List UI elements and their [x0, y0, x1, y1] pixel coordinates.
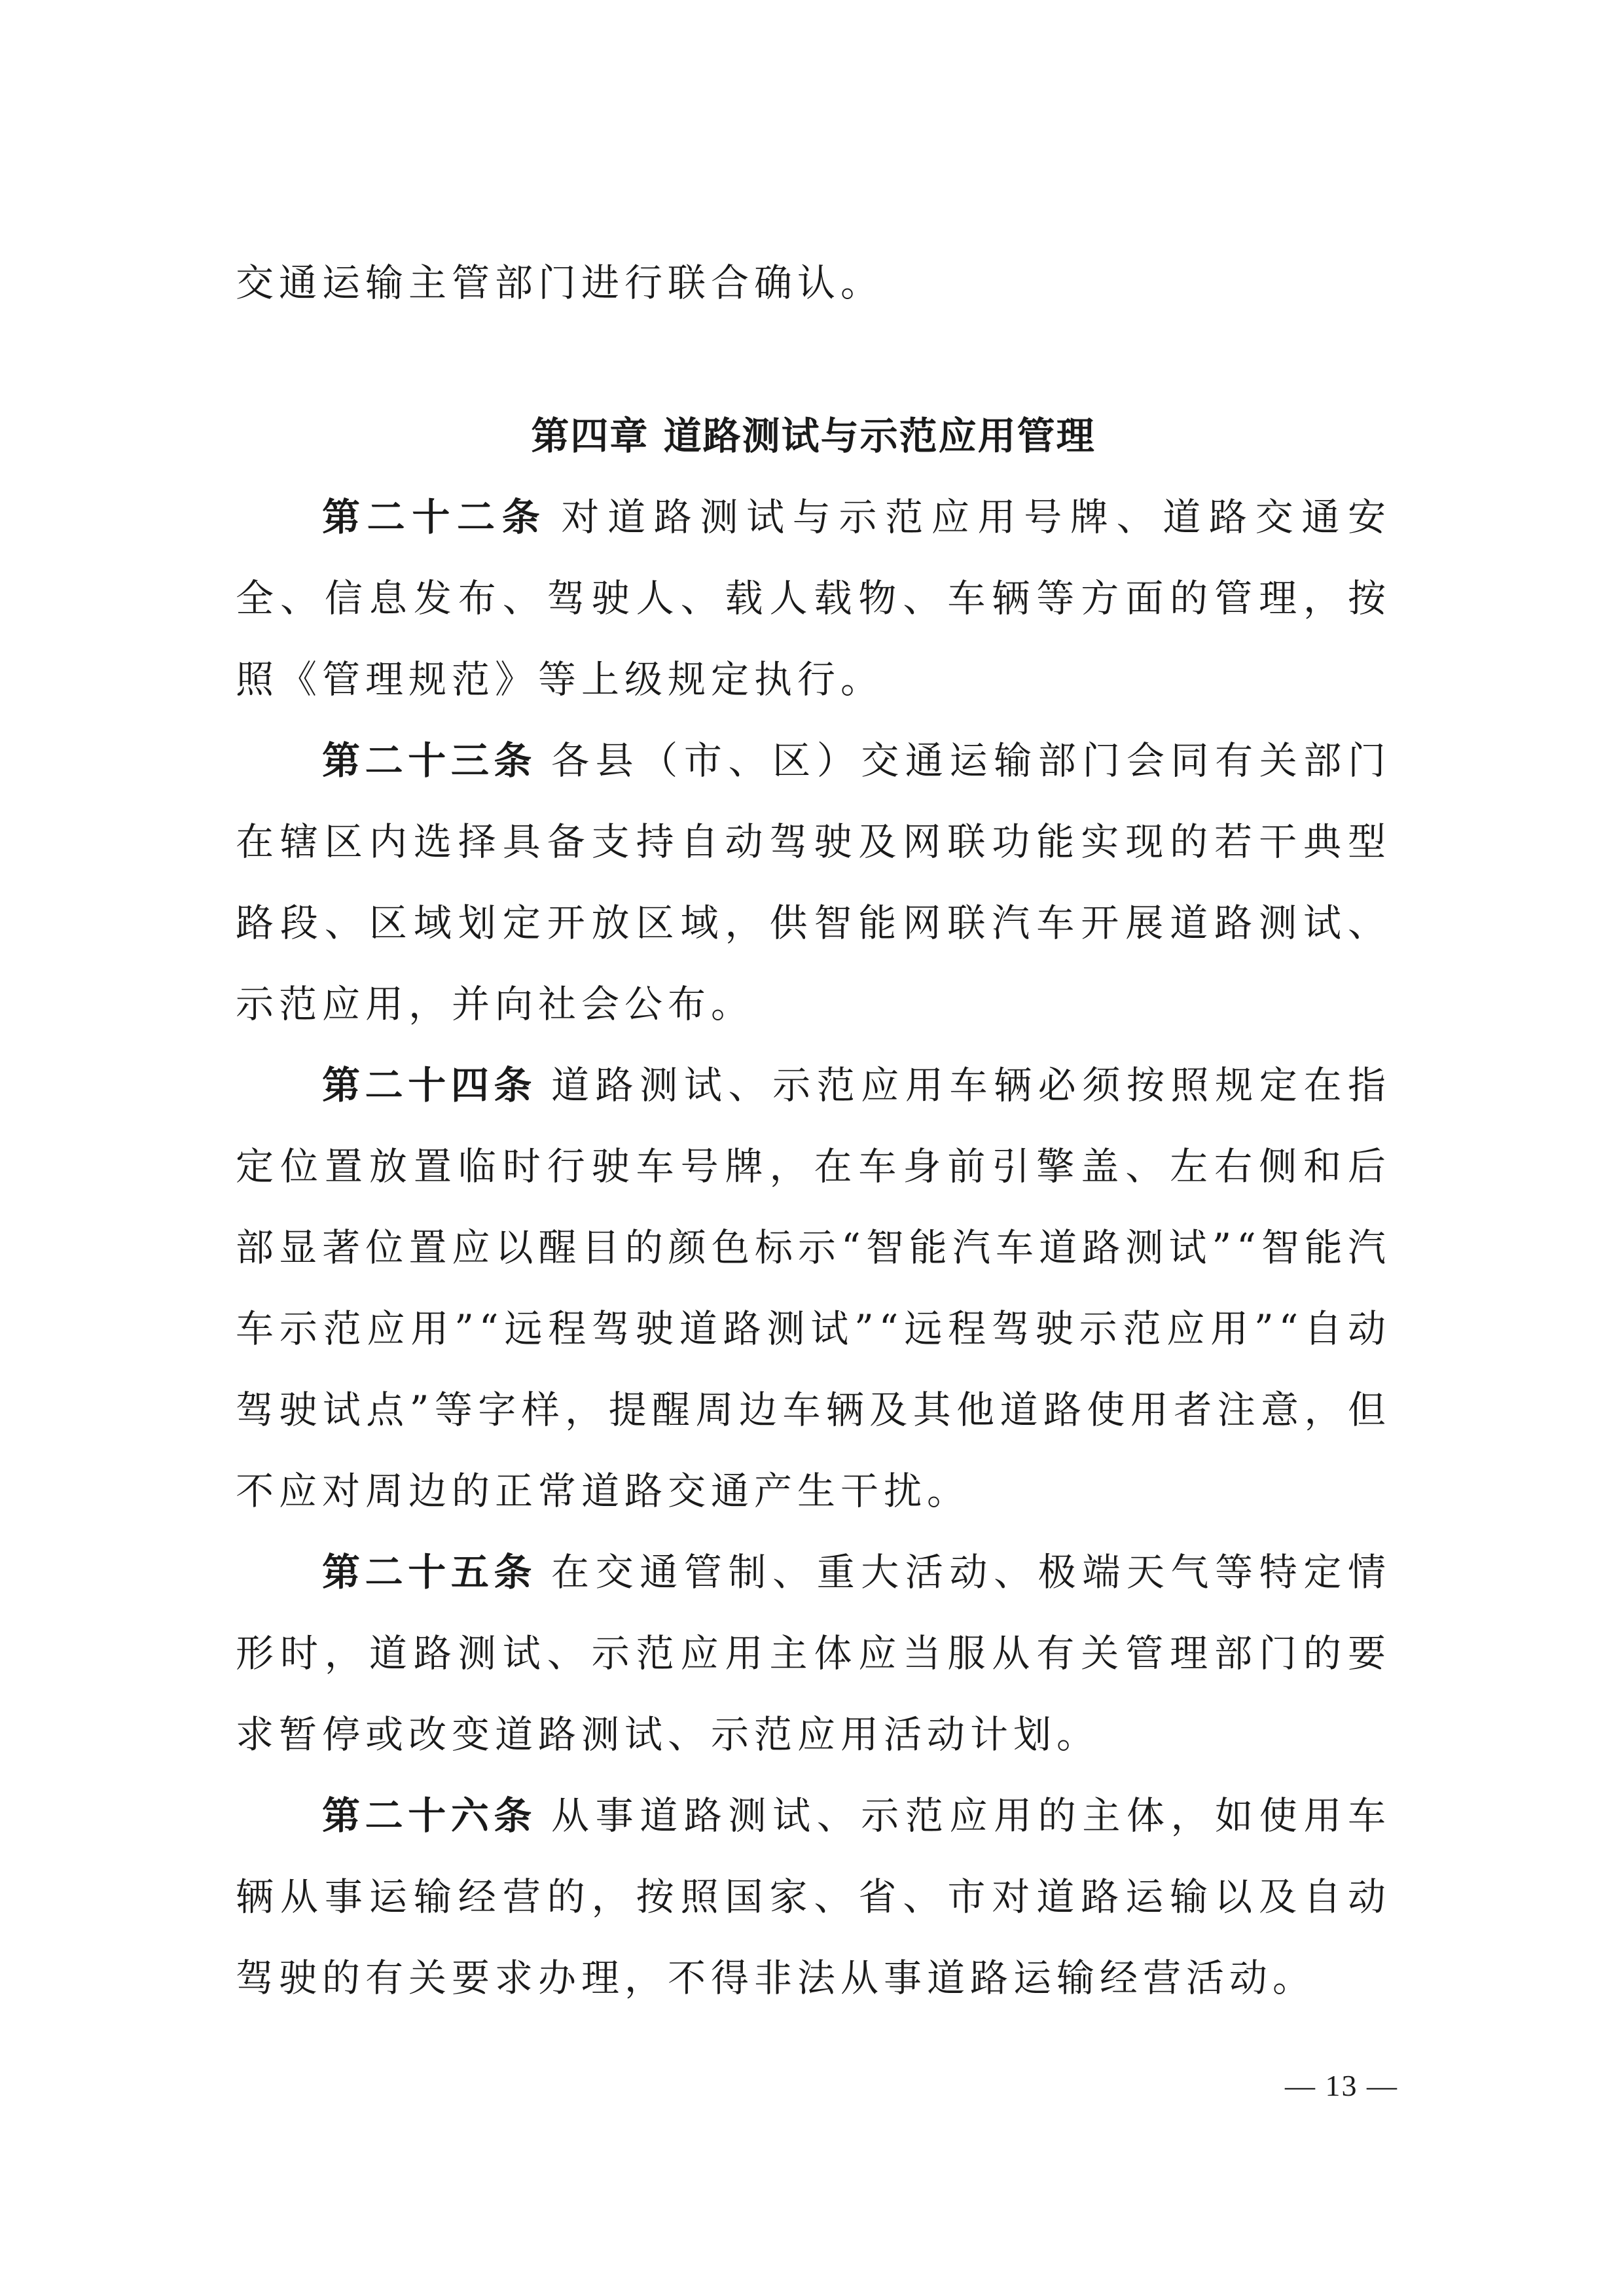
article-text: 从事道路测试、示范应用的主体，如使用车辆从事运输经营的，按照国家、省、市对道路运输以及自动驾驶的有关要求办理，不得非法从事道路运输经营活动。 [236, 1793, 1391, 2000]
article-text: 各县（市、区）交通运输部门会同有关部门在辖区内选择具备支持自动驾驶及网联功能实现的若干典型路段、区域划定开放区域，供智能网联汽车开展道路测试、示范应用，并向社会公布。 [236, 738, 1391, 1026]
document-body [236, 242, 1391, 2018]
article-text: 在交通管制、重大活动、极端天气等特定情形时，道路测试、示范应用主体应当服从有关管理部门的要求暂停或改变道路测试、示范应用活动计划。 [236, 1550, 1391, 1757]
article-number: 第二十六条 [322, 1793, 537, 1838]
article-text: 道路测试、示范应用车辆必须按照规定在指定位置放置临时行驶车号牌，在车身前引擎盖、左右侧和后部显著位置应以醒目的颜色标示“智能汽车道路测试”“智能汽车示范应用”“远程驾驶道路测试”“远程驾驶示范应用”“自动驾驶试点”等字样，提醒周边车辆及其他道路使用者注意，但不应对周边的正常道路交通产生干扰。 [236, 1063, 1391, 1513]
page-number: — 13 — [1285, 2069, 1398, 2102]
article-25 [236, 1532, 1391, 1775]
article-number: 第二十三条 [322, 738, 537, 783]
article-number: 第二十五条 [322, 1550, 537, 1594]
article-24 [236, 1045, 1391, 1532]
article-text: 对道路测试与示范应用号牌、道路交通安全、信息发布、驾驶人、载人载物、车辆等方面的管理，按照《管理规范》等上级规定执行。 [236, 495, 1391, 702]
article-number: 第二十四条 [322, 1063, 537, 1107]
article-26 [236, 1775, 1391, 2018]
chapter-title: 第四章 道路测试与示范应用管理 [531, 414, 1096, 458]
article-22 [236, 476, 1391, 720]
article-number: 第二十二条 [322, 495, 547, 539]
article-23 [236, 720, 1391, 1045]
continuation-paragraph: 交通运输主管部门进行联合确认。 [236, 260, 884, 305]
